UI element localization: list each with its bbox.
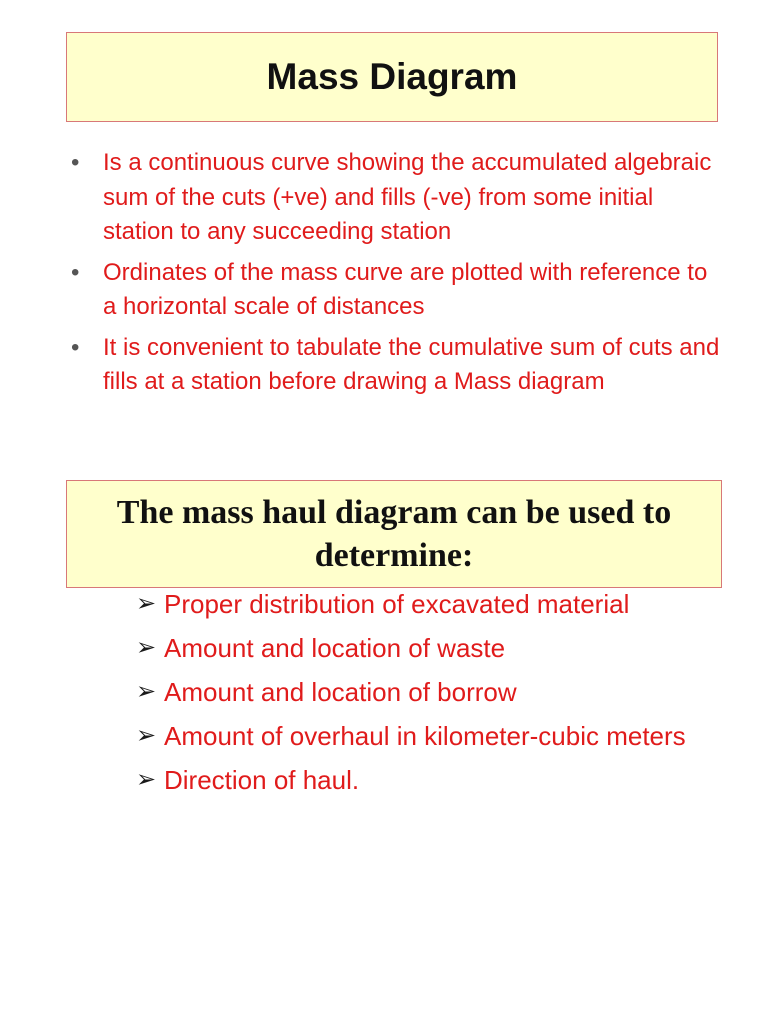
- bullet-dot-icon: •: [71, 258, 80, 286]
- definition-bullet-list: [60, 146, 724, 406]
- use-item-waste: [60, 630, 724, 666]
- bullet-item-ordinates: [60, 256, 724, 325]
- subheading: The mass haul diagram can be used to determine:: [116, 494, 672, 574]
- bullet-item-tabulate: [60, 331, 724, 400]
- bullet-item-definition: [60, 146, 724, 250]
- use-text: Amount and location of waste: [164, 633, 506, 663]
- use-text: Amount and location of borrow: [164, 677, 517, 707]
- title-box: [66, 32, 718, 122]
- use-text: Amount of overhaul in kilometer-cubic meters: [164, 721, 686, 751]
- bullet-text: It is convenient to tabulate the cumulative sum of cuts and fills at a station before drawing a Mass diagram: [103, 333, 720, 395]
- bullet-dot-icon: •: [71, 149, 80, 176]
- arrow-bullet-icon: ➢: [136, 590, 157, 617]
- bullet-text: Ordinates of the mass curve are plotted with reference to a horizontal scale of distances: [103, 258, 708, 320]
- use-item-direction: [60, 762, 724, 798]
- slide: [60, 28, 724, 908]
- use-item-distribution: [60, 586, 724, 622]
- arrow-bullet-icon: ➢: [136, 634, 157, 661]
- arrow-bullet-icon: ➢: [136, 722, 157, 749]
- use-item-borrow: [60, 674, 724, 710]
- use-item-overhaul: [60, 718, 724, 754]
- use-text: Proper distribution of excavated material: [164, 589, 630, 619]
- bullet-dot-icon: •: [71, 333, 80, 361]
- uses-list: [60, 586, 724, 806]
- arrow-bullet-icon: ➢: [136, 678, 157, 705]
- subheading-box: [66, 480, 722, 588]
- arrow-bullet-icon: ➢: [136, 766, 157, 793]
- use-text: Direction of haul.: [164, 765, 360, 795]
- slide-title: Mass Diagram: [266, 56, 518, 97]
- bullet-text: Is a continuous curve showing the accumulated algebraic sum of the cuts (+ve) and fills (-ve) from some initial station to any succeeding station: [103, 149, 712, 245]
